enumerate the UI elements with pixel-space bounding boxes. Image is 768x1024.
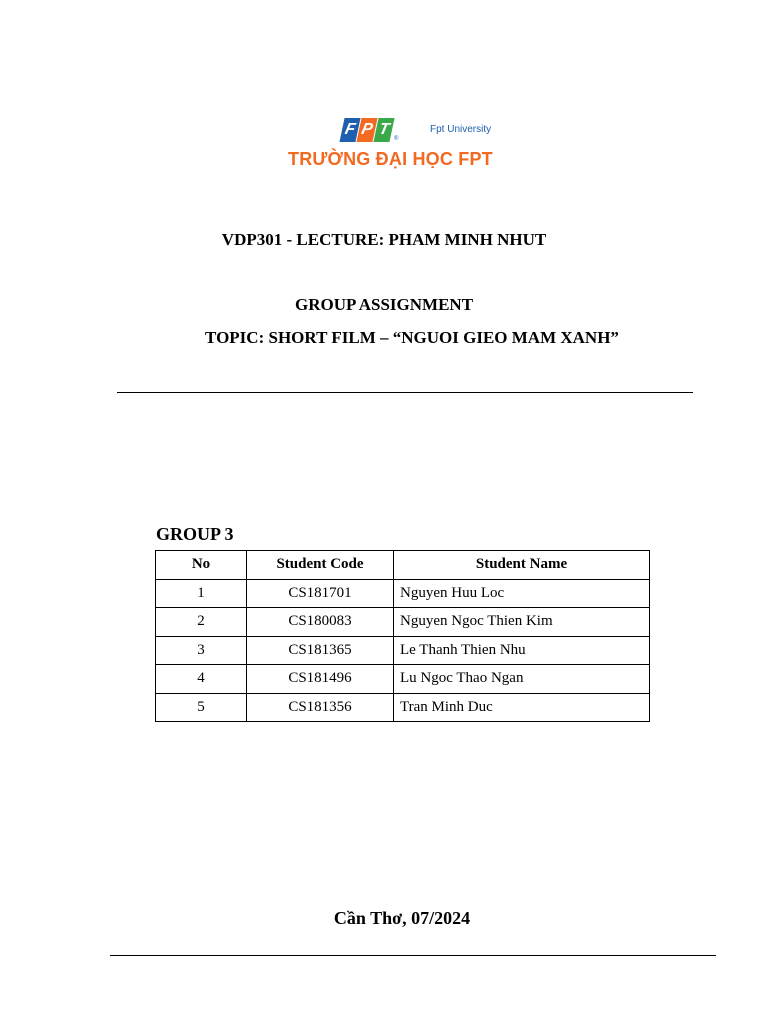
column-header-student-name: Student Name [394,551,650,580]
cell-student-code: CS181496 [247,665,394,694]
column-header-student-code: Student Code [247,551,394,580]
cell-student-name: Tran Minh Duc [394,693,650,722]
cell-student-code: CS180083 [247,608,394,637]
cell-student-code: CS181356 [247,693,394,722]
logo-subtitle: Fpt University [430,124,492,135]
registered-mark: ® [394,136,399,142]
group-label: GROUP 3 [156,524,234,544]
table-row [156,665,650,694]
footer-divider [110,955,716,956]
cell-no: 4 [156,665,247,694]
student-table [155,550,650,722]
column-header-no: No [156,551,247,580]
place-date: Cần Thơ, 07/2024 [333,908,471,928]
header-divider [117,392,693,393]
university-name: TRƯỜNG ĐẠI HỌC FPT [288,149,493,169]
course-lecture-line: VDP301 - LECTURE: PHAM MINH NHUT [221,230,547,249]
logo-tile-p: P [356,118,377,142]
topic-line: TOPIC: SHORT FILM – “NGUOI GIEO MAM XANH” [205,328,619,347]
cell-student-code: CS181701 [247,579,394,608]
cell-no: 1 [156,579,247,608]
cell-student-name: Lu Ngoc Thao Ngan [394,665,650,694]
table-row [156,608,650,637]
fpt-university-logo [288,113,528,175]
table-row [156,636,650,665]
cell-student-name: Nguyen Ngoc Thien Kim [394,608,650,637]
cell-student-name: Le Thanh Thien Nhu [394,636,650,665]
cell-no: 5 [156,693,247,722]
table-header-row [156,551,650,580]
table-row [156,693,650,722]
cell-no: 3 [156,636,247,665]
table-row [156,579,650,608]
assignment-title: GROUP ASSIGNMENT [294,295,474,314]
logo-tile-f: F [339,118,360,142]
cell-student-name: Nguyen Huu Loc [394,579,650,608]
logo-tile-t: T [373,118,394,142]
cell-student-code: CS181365 [247,636,394,665]
cell-no: 2 [156,608,247,637]
